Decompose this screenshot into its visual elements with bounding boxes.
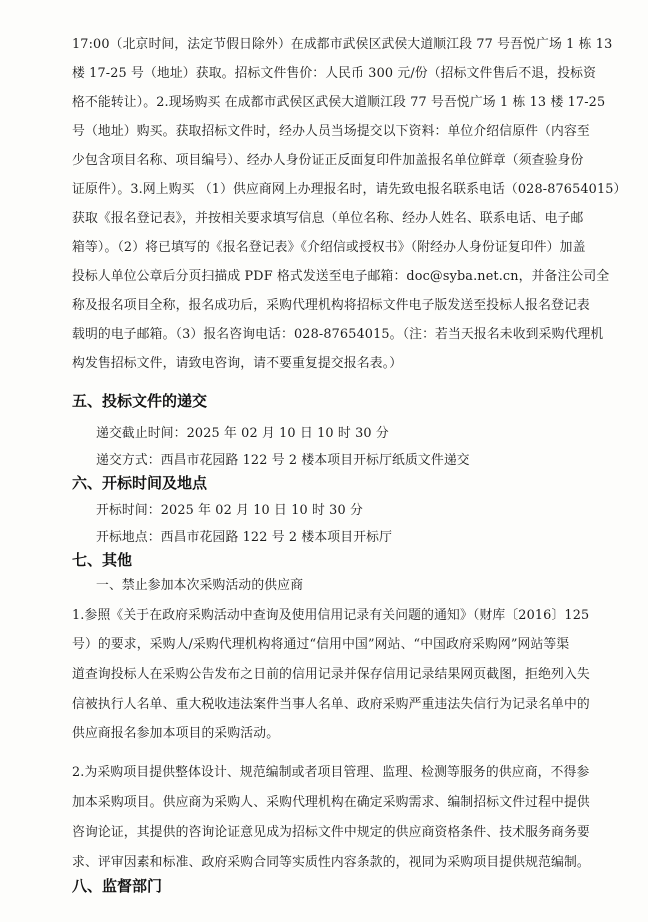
body-line: 获取《报名登记表》，并按相关要求填写信息（单位名称、经办人姓名、联系电话、电子邮 [72,211,584,226]
body-line: 供应商报名参加本项目的采购活动。 [72,726,280,741]
body-line: 1.参照《关于在政府采购活动中查询及使用信用记录有关问题的通知》（财库〔2016〕125 [72,608,590,623]
body-line: 号（地址）购买。获取招标文件时，经办人员当场提交以下资料：单位介绍信原件（内容至 [72,124,590,139]
body-line: 17:00（北京时间，法定节假日除外）在成都市武侯区武侯大道顺江段 77 号吾悦广场 1 栋 13 [72,37,613,52]
body-line: 少包含项目名称、项目编号）、经办人身份证正反面复印件加盖报名单位鲜章（须查验身份 [72,153,584,168]
body-line: 2.为采购项目提供整体设计、规范编制或者项目管理、监理、检测等服务的供应商，不得参 [72,765,590,780]
body-line: 信被执行人名单、重大税收违法案件当事人名单、政府采购严重违法失信行为记录名单中的 [72,697,590,712]
section-heading-submission: 五、投标文件的递交 [72,392,208,410]
opening-place: 开标地点：西昌市花园路 122 号 2 楼本项目开标厅 [96,530,393,545]
body-line: 号）的要求，采购人/采购代理机构将通过“信用中国”网站、“中国政府采购网”网站等渠 [72,637,570,652]
section-heading-supervision: 八、监督部门 [72,877,163,895]
body-line: 楼 17-25 号（地址）获取。招标文件售价：人民币 300 元/份（招标文件售后不退，投标资 [72,66,597,81]
body-line: 箱等）。（2）将已填写的《报名登记表》《介绍信或授权书》（附经办人身份证复印件）加盖 [72,240,586,255]
body-line: 证原件）。3.网上购买 （1）供应商网上办理报名时，请先致电报名联系电话（028-87654015） [72,182,627,197]
body-line: 求、评审因素和标准、政府采购合同等实质性内容条款的，视同为采购项目提供规范编制。 [72,855,590,870]
section-heading-opening: 六、开标时间及地点 [72,474,208,492]
submission-method: 递交方式：西昌市花园路 122 号 2 楼本项目开标厅纸质文件递交 [96,453,470,468]
body-line: 投标人单位公章后分页扫描成 PDF 格式发送至电子邮箱：doc@syba.net.cn，并备注公司全 [72,269,610,284]
body-line: 道查询投标人在采购公告发布之日前的信用记录并保存信用记录结果网页截图，拒绝列入失 [72,667,590,682]
body-line: 载明的电子邮箱。（3）报名咨询电话：028-87654015。（注：若当天报名未收到采购代理机 [72,327,604,342]
subsection-heading: 一、禁止参加本次采购活动的供应商 [96,578,304,593]
body-line: 格不能转让）。2.现场购买 在成都市武侯区武侯大道顺江段 77 号吾悦广场 1 栋 13 楼 17-25 [72,95,606,110]
section-heading-other: 七、其他 [72,551,133,569]
body-line: 咨询论证，其提供的咨询论证意见成为招标文件中规定的供应商资格条件、技术服务商务要 [72,825,590,840]
body-line: 称及报名项目全称，报名成功后，采购代理机构将招标文件电子版发送至投标人报名登记表 [72,298,590,313]
opening-time: 开标时间：2025 年 02 月 10 日 10 时 30 分 [96,503,363,518]
body-line: 加本采购项目。供应商为采购人、采购代理机构在确定采购需求、编制招标文件过程中提供 [72,795,590,810]
submission-deadline: 递交截止时间：2025 年 02 月 10 日 10 时 30 分 [96,426,389,441]
body-line: 构发售招标文件，请致电咨询，请不要重复提交报名表。） [72,356,403,371]
